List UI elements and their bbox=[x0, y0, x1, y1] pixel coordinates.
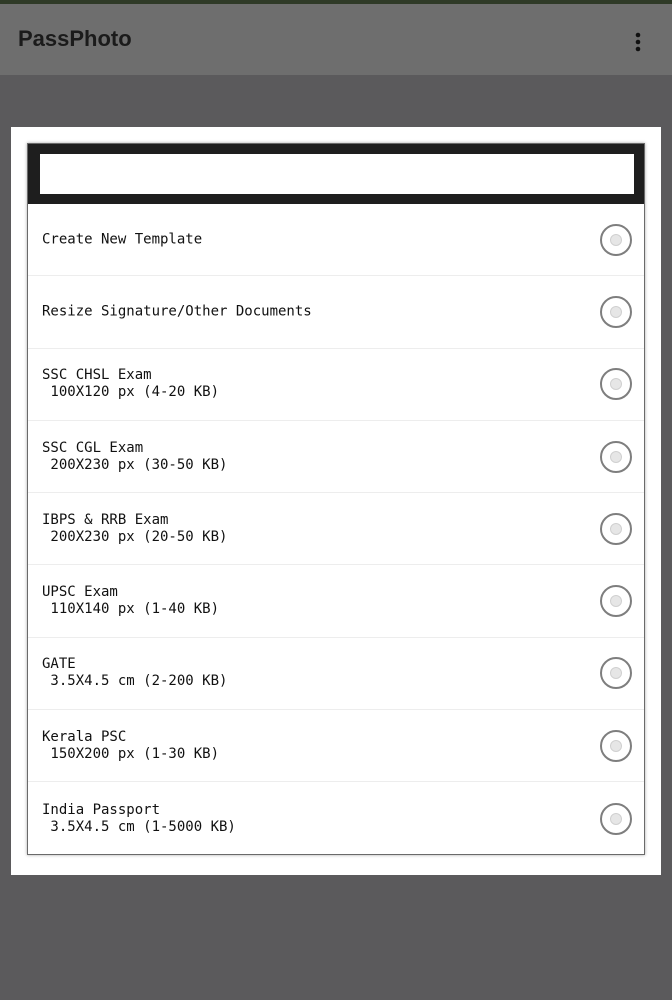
option-label: SSC CGL Exam bbox=[42, 439, 144, 456]
option-size-spec: 100X120 px (4-20 KB) bbox=[42, 384, 220, 401]
option-label: IBPS & RRB Exam bbox=[42, 511, 169, 528]
option-size-spec: 110X140 px (1-40 KB) bbox=[42, 601, 220, 618]
option-ssc-cgl[interactable] bbox=[28, 421, 644, 493]
option-india-passport[interactable] bbox=[28, 782, 644, 854]
option-label-text bbox=[42, 584, 219, 618]
option-label: GATE bbox=[42, 656, 76, 673]
template-dialog bbox=[11, 127, 661, 875]
template-option-list bbox=[28, 204, 644, 855]
radio-dot bbox=[610, 451, 622, 463]
dialog-title-field[interactable] bbox=[40, 154, 634, 194]
dialog-header bbox=[28, 144, 644, 204]
option-label: UPSC Exam bbox=[42, 584, 118, 601]
option-label: SSC CHSL Exam bbox=[42, 367, 152, 384]
option-gate[interactable] bbox=[28, 638, 644, 710]
option-radio[interactable] bbox=[600, 730, 632, 762]
option-label: India Passport bbox=[42, 801, 161, 818]
option-radio[interactable] bbox=[600, 441, 632, 473]
option-label-text bbox=[42, 303, 312, 320]
option-label: Resize Signature/Other Documents bbox=[42, 303, 312, 320]
option-radio[interactable] bbox=[600, 585, 632, 617]
radio-dot bbox=[610, 667, 622, 679]
radio-dot bbox=[610, 813, 622, 825]
option-label-text bbox=[42, 231, 202, 248]
radio-dot bbox=[610, 306, 622, 318]
radio-dot bbox=[610, 595, 622, 607]
option-size-spec: 200X230 px (30-50 KB) bbox=[42, 456, 228, 473]
option-radio[interactable] bbox=[600, 513, 632, 545]
option-resize-signature[interactable] bbox=[28, 276, 644, 348]
option-size-spec: 3.5X4.5 cm (2-200 KB) bbox=[42, 673, 228, 690]
option-upsc[interactable] bbox=[28, 565, 644, 637]
option-label-text bbox=[42, 656, 227, 690]
radio-dot bbox=[610, 234, 622, 246]
dialog-panel bbox=[27, 143, 645, 855]
option-label-text bbox=[42, 729, 219, 763]
option-label-text bbox=[42, 367, 219, 401]
option-radio[interactable] bbox=[600, 296, 632, 328]
overflow-menu-button[interactable] bbox=[618, 22, 658, 62]
option-radio[interactable] bbox=[600, 224, 632, 256]
option-label-text bbox=[42, 440, 227, 474]
option-label-text bbox=[42, 512, 227, 546]
option-size-spec: 150X200 px (1-30 KB) bbox=[42, 745, 220, 762]
option-label: Kerala PSC bbox=[42, 728, 127, 745]
option-radio[interactable] bbox=[600, 368, 632, 400]
option-create-new-template[interactable] bbox=[28, 204, 644, 276]
app-bar bbox=[0, 4, 672, 75]
option-radio[interactable] bbox=[600, 657, 632, 689]
option-label-text bbox=[42, 802, 236, 836]
option-kerala-psc[interactable] bbox=[28, 710, 644, 782]
option-size-spec: 200X230 px (20-50 KB) bbox=[42, 528, 228, 545]
radio-dot bbox=[610, 378, 622, 390]
radio-dot bbox=[610, 740, 622, 752]
app-title: PassPhoto bbox=[18, 26, 132, 51]
radio-dot bbox=[610, 523, 622, 535]
option-ssc-chsl[interactable] bbox=[28, 349, 644, 421]
option-radio[interactable] bbox=[600, 803, 632, 835]
option-size-spec: 3.5X4.5 cm (1-5000 KB) bbox=[42, 818, 236, 835]
option-ibps-rrb[interactable] bbox=[28, 493, 644, 565]
more-vertical-icon bbox=[635, 32, 641, 52]
option-label: Create New Template bbox=[42, 231, 203, 248]
